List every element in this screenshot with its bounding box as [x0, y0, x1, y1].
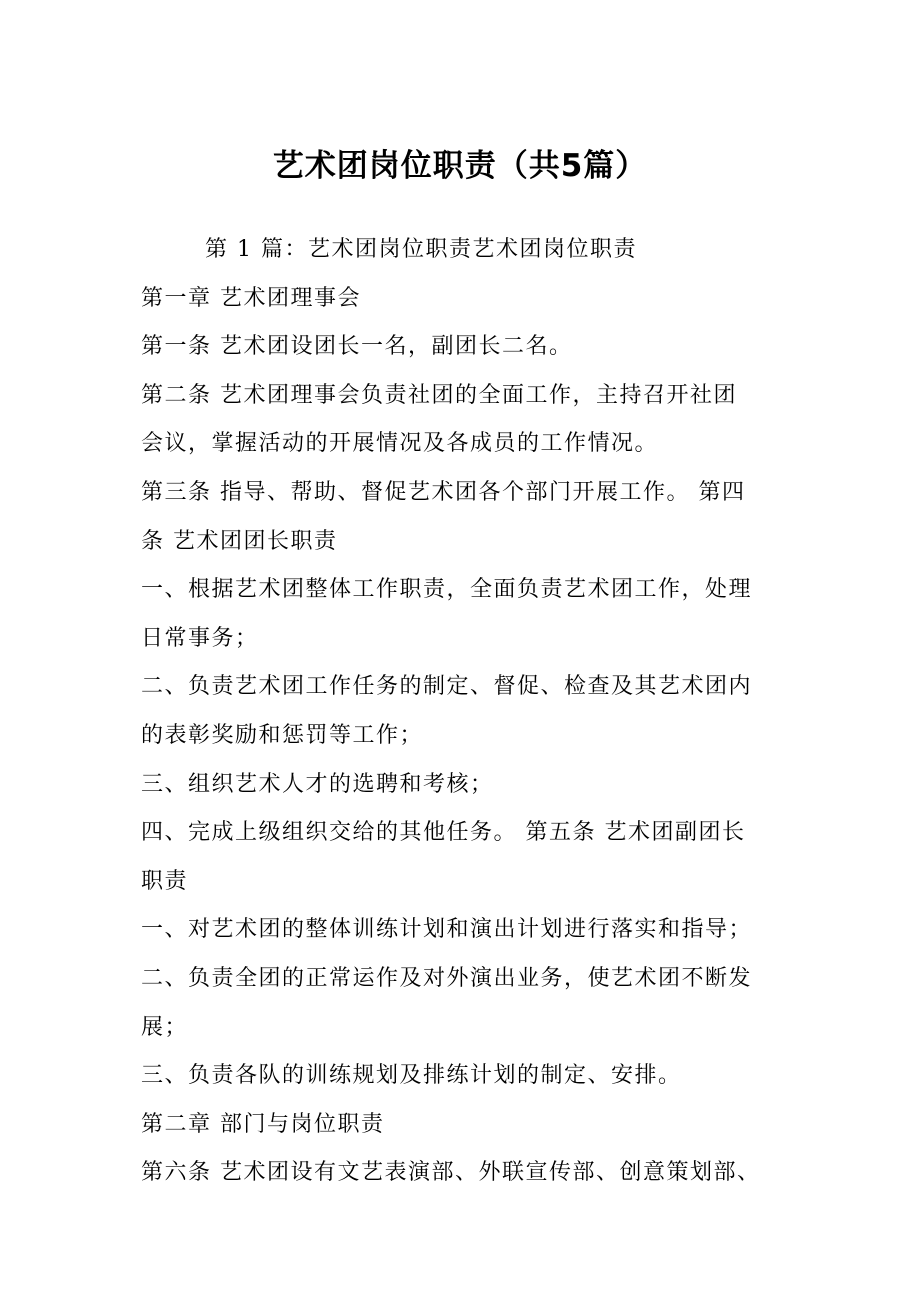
chapter-heading-line: 第一章 艺术团理事会	[141, 285, 361, 311]
section-heading-line: 第 1 篇：艺术团岗位职责艺术团岗位职责	[205, 237, 637, 262]
text-line: 条 艺术团团长职责	[141, 528, 338, 554]
document-title: 艺术团岗位职责（共5篇）	[272, 148, 648, 184]
text-line: 三、负责各队的训练规划及排练计划的制定、安排。	[141, 1063, 682, 1089]
document-body	[141, 226, 801, 1198]
text-line: 的表彰奖励和惩罚等工作；	[141, 722, 424, 748]
chapter-heading-line: 第二章 部门与岗位职责	[141, 1111, 385, 1137]
text-line: 一、根据艺术团整体工作职责，全面负责艺术团工作，处理	[141, 577, 753, 603]
text-line: 二、负责全团的正常运作及对外演出业务，使艺术团不断发	[141, 965, 753, 991]
text-line: 展；	[141, 1014, 189, 1040]
text-line: 第三条 指导、帮助、督促艺术团各个部门开展工作。 第四	[141, 479, 746, 505]
text-line: 一、对艺术团的整体训练计划和演出计划进行落实和指导；	[141, 917, 753, 943]
text-line: 日常事务；	[141, 625, 259, 651]
text-line: 会议，掌握活动的开展情况及各成员的工作情况。	[141, 431, 659, 457]
text-line: 职责	[141, 868, 189, 894]
text-line: 四、完成上级组织交给的其他任务。 第五条 艺术团副团长	[141, 820, 746, 846]
text-line: 二、负责艺术团工作任务的制定、督促、检查及其艺术团内	[141, 674, 753, 700]
text-line: 三、组织艺术人才的选聘和考核；	[141, 771, 494, 797]
text-line: 第二条 艺术团理事会负责社团的全面工作，主持召开社团	[141, 382, 737, 408]
text-line: 第六条 艺术团设有文艺表演部、外联宣传部、创意策划部、	[141, 1160, 761, 1186]
text-line: 第一条 艺术团设团长一名，副团长二名。	[141, 334, 573, 360]
